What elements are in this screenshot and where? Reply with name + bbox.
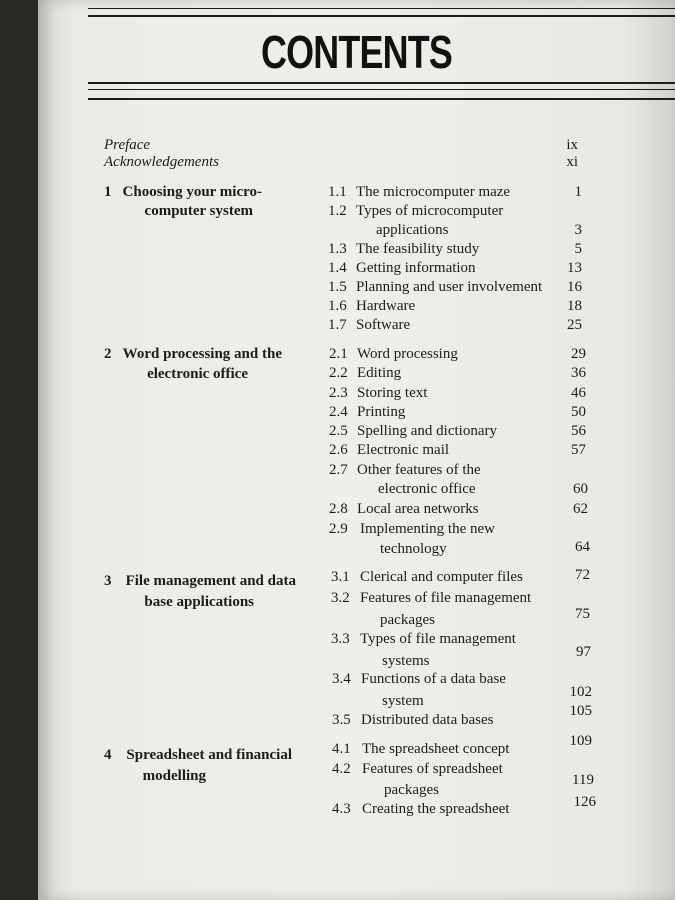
section-page: 3 bbox=[574, 222, 582, 238]
section-title-cont: packages bbox=[384, 782, 439, 798]
section-title: Types of file management bbox=[360, 631, 516, 647]
front-matter-label: Preface bbox=[104, 137, 151, 153]
chapter-title: modelling bbox=[142, 768, 206, 784]
chapter-title: Choosing your micro- bbox=[122, 184, 262, 200]
section-title: Hardware bbox=[356, 298, 416, 314]
section-title: Editing bbox=[357, 365, 402, 381]
chapter-number: 2 bbox=[104, 346, 112, 362]
section-title-cont: packages bbox=[380, 612, 435, 628]
section-title: Features of spreadsheet bbox=[362, 761, 503, 777]
section-number: 2.3 bbox=[329, 385, 348, 401]
front-matter-label: Acknowledgements bbox=[104, 154, 219, 170]
section-page: 57 bbox=[571, 442, 586, 458]
section-number: 3.2 bbox=[331, 590, 350, 606]
section-number: 1.2 bbox=[328, 203, 347, 219]
section-title: Creating the spreadsheet bbox=[362, 801, 510, 817]
section-title: Storing text bbox=[357, 385, 428, 401]
section-number: 3.5 bbox=[332, 712, 351, 728]
top-rule-2 bbox=[88, 15, 675, 17]
section-page: 1 bbox=[574, 184, 582, 200]
section-page: 25 bbox=[567, 317, 582, 333]
chapter-title: Word processing and the bbox=[122, 346, 282, 362]
section-title: Electronic mail bbox=[357, 442, 450, 458]
section-title: Planning and user involvement bbox=[356, 279, 543, 295]
section-page: 109 bbox=[569, 733, 592, 749]
page-title: CONTENTS bbox=[260, 26, 453, 78]
section-page: 50 bbox=[571, 404, 586, 420]
chapter-title: Spreadsheet and financial bbox=[126, 747, 292, 763]
section-number: 4.2 bbox=[332, 761, 351, 777]
chapter-title: electronic office bbox=[147, 366, 248, 382]
section-number: 3.3 bbox=[331, 631, 350, 647]
section-page: 56 bbox=[571, 423, 586, 439]
title-rule-3 bbox=[88, 98, 675, 100]
section-title: Spelling and dictionary bbox=[357, 423, 497, 439]
title-rule-1 bbox=[88, 82, 675, 84]
section-title: The spreadsheet concept bbox=[362, 741, 510, 757]
section-page: 105 bbox=[569, 703, 592, 719]
section-title: Types of microcomputer bbox=[356, 203, 504, 219]
section-title-cont: system bbox=[382, 693, 424, 709]
section-page: 62 bbox=[573, 501, 588, 517]
section-page: 102 bbox=[569, 684, 592, 700]
section-number: 2.1 bbox=[329, 346, 348, 362]
section-title: Local area networks bbox=[357, 501, 479, 517]
section-title: The feasibility study bbox=[356, 241, 480, 257]
section-page: 126 bbox=[573, 794, 596, 810]
section-number: 2.8 bbox=[329, 501, 348, 517]
section-number: 3.4 bbox=[332, 671, 351, 687]
section-page: 72 bbox=[575, 567, 590, 583]
section-page: 29 bbox=[571, 346, 586, 362]
chapter-number: 3 bbox=[104, 573, 112, 589]
section-page: 13 bbox=[567, 260, 582, 276]
section-number: 1.5 bbox=[328, 279, 347, 295]
section-title: Distributed data bases bbox=[361, 712, 494, 728]
section-number: 1.4 bbox=[328, 260, 347, 276]
section-number: 2.7 bbox=[329, 462, 348, 478]
chapter-title: File management and data bbox=[125, 573, 296, 589]
section-number: 2.4 bbox=[329, 404, 348, 420]
section-number: 2.9 bbox=[329, 521, 348, 537]
front-matter-page: ix bbox=[566, 137, 578, 153]
section-page: 64 bbox=[575, 539, 590, 555]
section-number: 4.3 bbox=[332, 801, 351, 817]
section-number: 4.1 bbox=[332, 741, 351, 757]
section-page: 5 bbox=[574, 241, 582, 257]
section-title: Getting information bbox=[356, 260, 476, 276]
section-page: 75 bbox=[575, 606, 590, 622]
section-page: 119 bbox=[572, 772, 594, 788]
chapter-number: 1 bbox=[104, 184, 112, 200]
section-title: Word processing bbox=[357, 346, 458, 362]
section-title: Clerical and computer files bbox=[360, 569, 523, 585]
section-number: 2.5 bbox=[329, 423, 348, 439]
section-page: 46 bbox=[571, 385, 586, 401]
section-title-cont: applications bbox=[376, 222, 449, 238]
section-number: 2.6 bbox=[329, 442, 348, 458]
section-title: Other features of the bbox=[357, 462, 481, 478]
section-title: Functions of a data base bbox=[361, 671, 506, 687]
chapter-number: 4 bbox=[104, 747, 112, 763]
section-number: 2.2 bbox=[329, 365, 348, 381]
section-title: Implementing the new bbox=[360, 521, 495, 537]
section-page: 18 bbox=[567, 298, 582, 314]
section-title-cont: technology bbox=[380, 541, 447, 557]
section-page: 97 bbox=[576, 644, 591, 660]
section-page: 36 bbox=[571, 365, 586, 381]
section-number: 1.6 bbox=[328, 298, 347, 314]
section-page: 60 bbox=[573, 481, 588, 497]
title-rule-2 bbox=[88, 89, 675, 90]
section-number: 3.1 bbox=[331, 569, 350, 585]
section-title: Software bbox=[356, 317, 411, 333]
top-rule-1 bbox=[88, 8, 675, 9]
chapter-title: base applications bbox=[144, 594, 254, 610]
chapter-title: computer system bbox=[144, 203, 253, 219]
section-title: Printing bbox=[357, 404, 406, 420]
section-title-cont: electronic office bbox=[378, 481, 476, 497]
section-number: 1.1 bbox=[328, 184, 347, 200]
front-matter-page: xi bbox=[566, 154, 578, 170]
section-title-cont: systems bbox=[382, 653, 430, 669]
section-title: Features of file management bbox=[360, 590, 532, 606]
section-title: The microcomputer maze bbox=[356, 184, 511, 200]
section-number: 1.3 bbox=[328, 241, 347, 257]
section-page: 16 bbox=[567, 279, 582, 295]
section-number: 1.7 bbox=[328, 317, 347, 333]
